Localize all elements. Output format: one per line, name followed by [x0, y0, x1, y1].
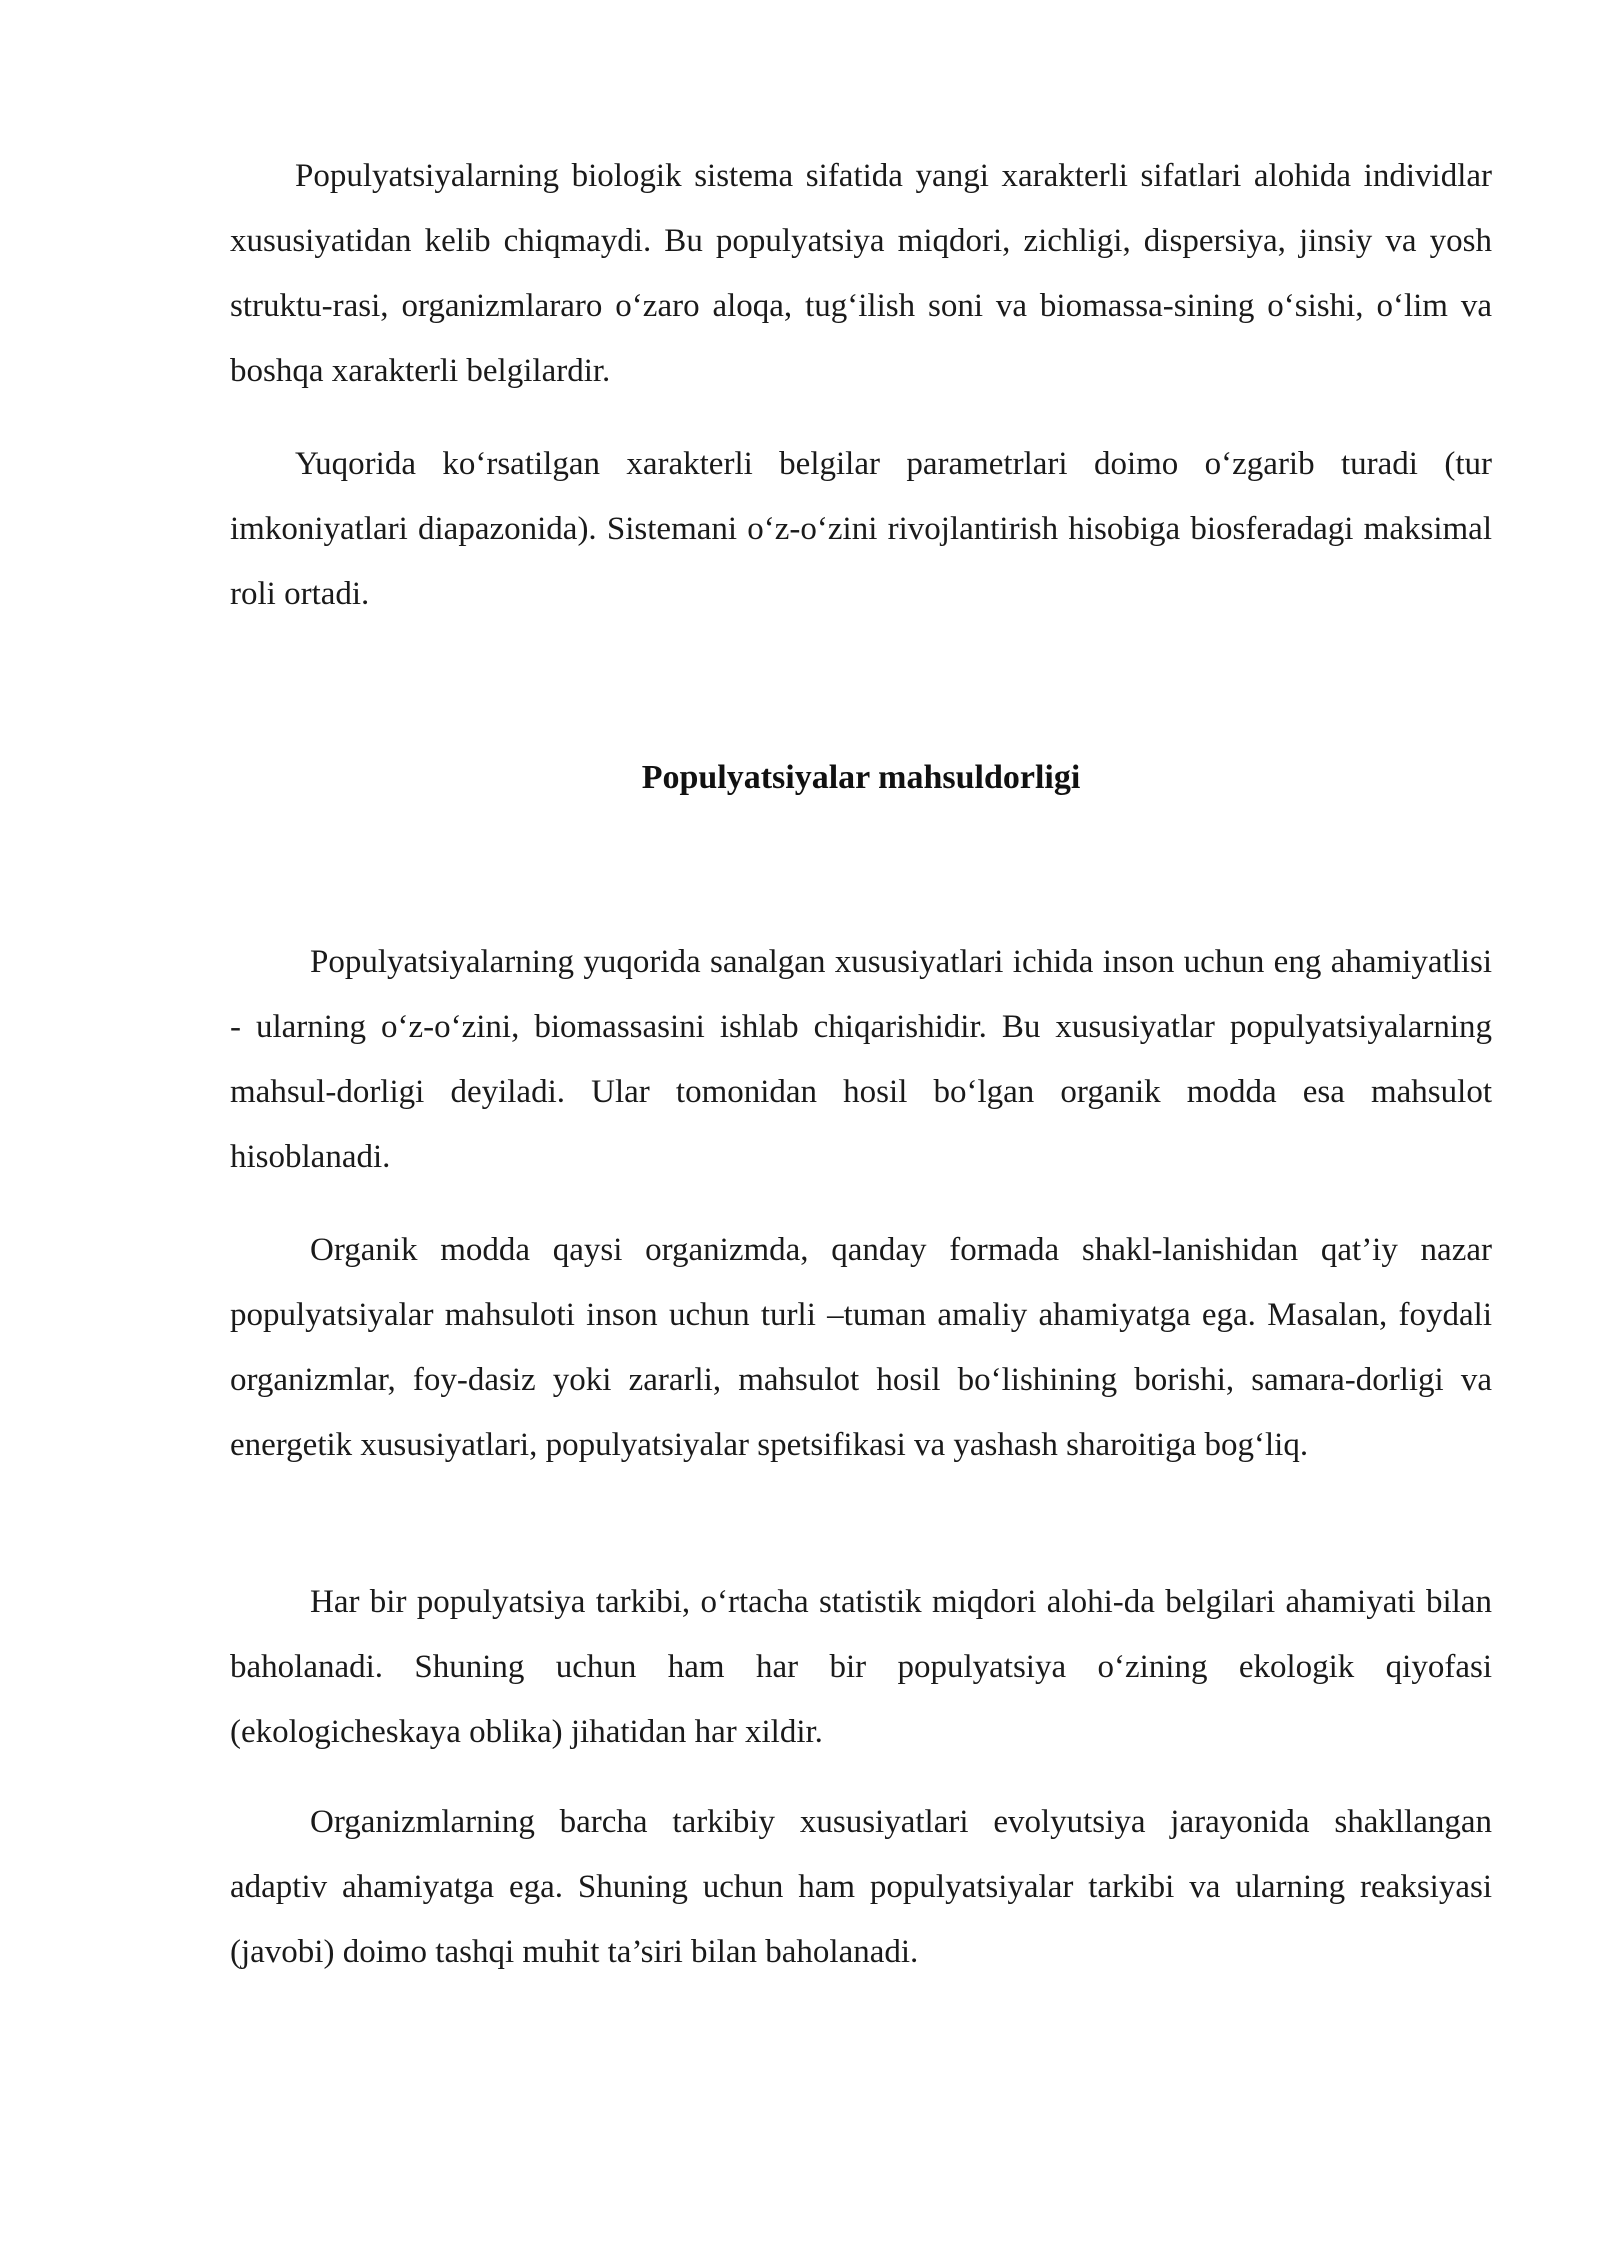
paragraph-5: Har bir populyatsiya tarkibi, o‘rtacha statistik miqdori alohi-da belgilari ahamiyati bilan baholanadi. Shuning uchun ham har bir populyatsiya o‘zining ekologik qiyofasi (ekologicheskaya oblika) jihatidan har xildir. — [230, 1584, 1492, 1750]
paragraph-4: Organik modda qaysi organizmda, qanday formada shakl-lanishidan qat’iy nazar populyatsiyalar mahsuloti inson uchun turli –tuman amaliy ahamiyatga ega. Masalan, foydali organizmlar, foy-dasiz yoki zararli, mahsulot hosil bo‘lishining borishi, samara-dorligi va energetik xususiyatlari, populyatsiyalar spetsifikasi va yashash sharoitiga bog‘liq. — [230, 1232, 1492, 1463]
paragraph-1: Populyatsiyalarning biologik sistema sifatida yangi xarakterli sifatlari alohida individlar xususiyatidan kelib chiqmaydi. Bu populyatsiya miqdori, zichligi, dispersiya, jinsiy va yosh struktu-rasi, organizmlararo o‘zaro aloqa, tug‘ilish soni va biomassa-sining o‘sishi, o‘lim va boshqa xarakterli belgilardir. — [230, 158, 1492, 389]
paragraph-6: Organizmlarning barcha tarkibiy xususiyatlari evolyutsiya jarayonida shakllangan adaptiv ahamiyatga ega. Shuning uchun ham populyatsiyalar tarkibi va ularning reaksiyasi (javobi) doimo tashqi muhit ta’siri bilan baholanadi. — [230, 1804, 1492, 1970]
paragraph-3: Populyatsiyalarning yuqorida sanalgan xususiyatlari ichida inson uchun eng ahamiyatlisi - ularning o‘z-o‘zini, biomassasini ishlab chiqarishidir. Bu xususiyatlar populyatsiyalarning mahsul-dorligi deyiladi. Ular tomonidan hosil bo‘lgan organik modda esa mahsulot hisoblanadi. — [230, 944, 1492, 1175]
section-heading: Populyatsiyalar mahsuldorligi — [641, 759, 1081, 796]
paragraph-2: Yuqorida ko‘rsatilgan xarakterli belgilar parametrlari doimo o‘zgarib turadi (tur imkoniyatlari diapazonida). Sistemani o‘z-o‘zini rivojlantirish hisobiga biosferadagi maksimal roli ortadi. — [230, 446, 1492, 612]
